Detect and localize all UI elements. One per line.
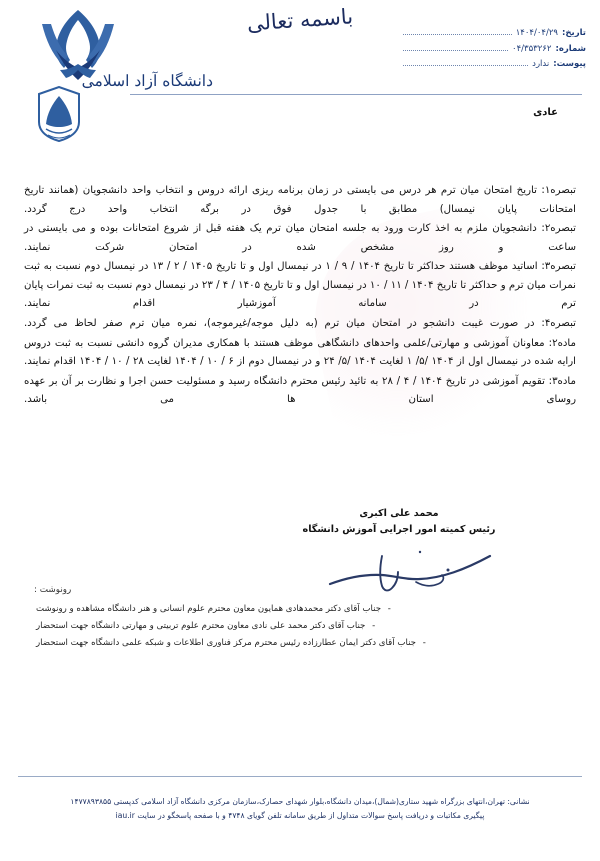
signature-block (294, 508, 504, 535)
cc-list-item (24, 635, 576, 652)
body-paragraph: ماده۲: معاونان آموزشی و مهارتی/علمی واحدهای دانشگاهی موظف هستند با همکاری مدیران گروه دانشی نسبت به ثبت دروس ارایه شده در نیمسال اول از ۱۴۰۴ /۵/ ۱ لغایت ۱۴۰۴ /۵/ ۲۴ و در نیمسال دوم از ۶ / ۱۰ / ۱۴۰۴ لغایت ۲۸ / ۱۰ / ۱۴۰۴ اقدام نمایند. (24, 337, 576, 368)
attachment-dotted-line (403, 65, 528, 66)
date-label: تاریخ: (562, 28, 586, 38)
body-paragraph: ماده۳: تقویم آموزشی در تاریخ ۱۴۰۴ / ۴ / ۲۸ به تائید رئیس محترم دانشگاه رسید و مسئولیت حسن اجرا و نظارت بر آن بر عهده روسای استان ها می باشد. (24, 375, 576, 406)
cc-list-item (24, 618, 576, 635)
letter-metadata (401, 28, 586, 75)
footer-website-link[interactable]: iau.ir (115, 810, 135, 820)
number-value: ۰۴/۳۵۳۲۶۲ (512, 43, 552, 54)
priority-label: عادی (533, 107, 558, 118)
footer-address: نشانی: تهران،انتهای بزرگراه شهید ستاری(شمال)،میدان دانشگاه،بلوار شهدای حصارک،سازمان مرکزی دانشگاه آزاد اسلامی کدپستی ۱۴۷۷۸۹۳۸۵۵ (70, 796, 530, 806)
cc-item-text: جناب آقای دکتر ایمان عطارزاده رئیس محترم مرکز فناوری اطلاعات و شبکه علمی دانشگاه جهت استحضار (36, 637, 416, 648)
number-label: شماره: (555, 43, 586, 54)
body-paragraph: تبصره۱: تاریخ امتحان میان ترم هر درس می بایستی در زمان برنامه ریزی ارائه دروس و انتخاب واحد دانشجویان (همانند تاریخ امتحانات پایان نیمسال) مطابق با جدول فوق در برگه انتخاب واحد درج گردد. (24, 185, 576, 215)
organization-name: دانشگاه آزاد اسلامی (81, 72, 213, 90)
carbon-copy-block (24, 585, 576, 651)
number-dotted-line (403, 50, 508, 51)
signatory-name: محمد علی اکبری (359, 508, 439, 519)
cc-list-item (24, 601, 576, 618)
body-paragraph: تبصره۳: اساتید موظف هستند حداکثر تا تاریخ ۱۴۰۴ / ۹ / ۱ در نیمسال اول و تا تاریخ ۱۴۰۵ / ۲ / ۱۳ در نیمسال دوم نسبت به ثبت نمرات میان ترم و حداکثر تا تاریخ ۱۴۰۴ / ۱۱ / ۱۰ در نیمسال اول و تا تاریخ ۱۴۰۵ / ۴ / ۲۳ در نیمسال دوم نسبت به ثبت نمرات پایان ترم در سامانه آموزشیار اقدام نمایند. (24, 261, 576, 310)
body-paragraph: تبصره۴: در صورت غیبت دانشجو در امتحان میان ترم (به دلیل موجه/غیرموجه)، نمره میان ترم صفر لحاظ می گردد. (24, 317, 576, 329)
metadata-row-attachment (401, 59, 586, 69)
footer-contact-text: پیگیری مکاتبات و دریافت پاسخ سوالات متداول از طریق سامانه تلفن گویای ۴۷۴۸ و با صفحه پاسخگو در سایت (137, 810, 485, 820)
cc-bullet-dash: - (387, 604, 391, 614)
footer-contact (20, 809, 580, 823)
cc-item-text: جناب آقای دکتر محمد علی نادی معاون محترم علوم تربیتی و مهارتی دانشگاه جهت استحضار (36, 620, 366, 631)
basmala-text: باسمه تعالی (246, 4, 354, 36)
footer-divider (18, 776, 582, 777)
date-dotted-line (403, 34, 512, 35)
university-seal-icon (36, 86, 82, 142)
header-divider (130, 94, 582, 95)
cc-bullet-dash: - (372, 620, 376, 631)
cc-heading: رونوشت : (34, 585, 72, 595)
signatory-title: رئیس کمیته امور اجرایی آموزش دانشگاه (302, 524, 496, 535)
body-paragraph: تبصره۲: دانشجویان ملزم به اخذ کارت ورود به جلسه امتحان میان ترم یک هفته قبل از شروع امتحانات بوده و می بایستی در ساعت و روز مشخص شده در امتحان شرکت نمایند. (24, 223, 576, 253)
organization-logo-block (18, 6, 213, 98)
cc-item-text: جناب آقای دکتر محمدهادی همایون معاون محترم علوم انسانی و هنر دانشگاه مشاهده و رونوشت (36, 604, 382, 614)
letterhead-header (0, 0, 600, 100)
letter-body (24, 182, 576, 411)
letter-footer (20, 795, 580, 823)
date-value: ۱۴۰۴/۰۴/۲۹ (515, 28, 558, 38)
metadata-row-number (401, 44, 586, 54)
cc-bullet-dash: - (422, 637, 426, 648)
metadata-row-date (401, 28, 586, 38)
attachment-value: ندارد (532, 59, 550, 69)
attachment-label: پیوست: (553, 59, 586, 69)
